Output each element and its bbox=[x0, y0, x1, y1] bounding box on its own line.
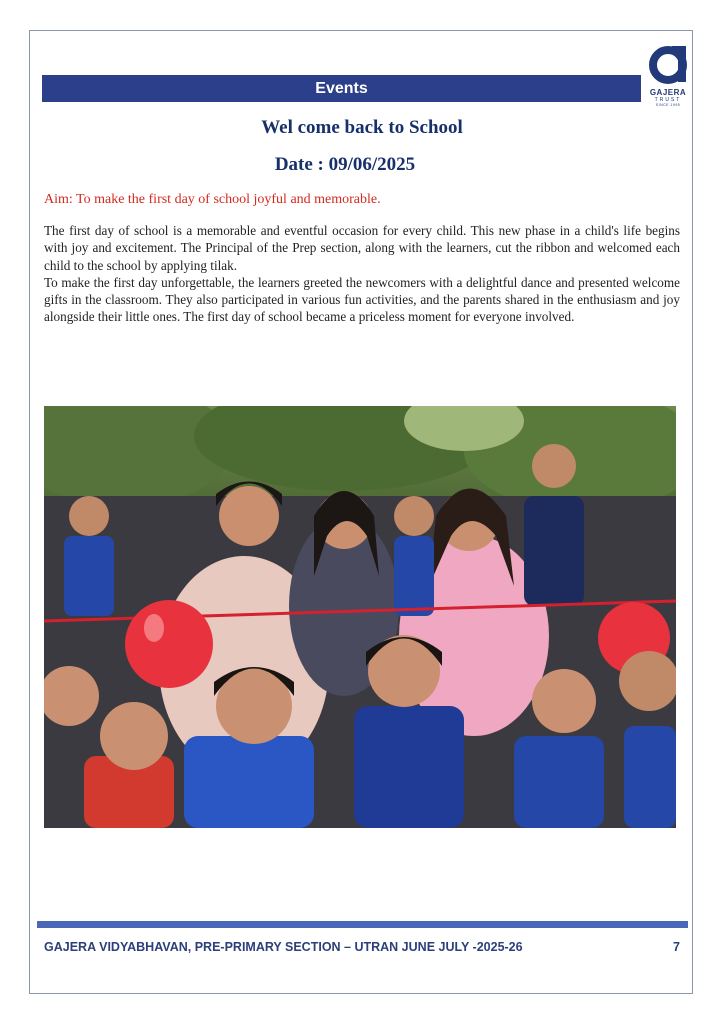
description-paragraph: To make the first day unforgettable, the learners greeted the newcomers with a delightful dance and presented welcome gifts in the classroom. They also participated in various fun activities, and the parents shared in the enthusiasm and joy alongside their little ones. The first day of school became a priceless moment for everyone involved. bbox=[44, 274, 680, 325]
event-date: Date : 09/06/2025 bbox=[274, 154, 416, 175]
section-header bbox=[42, 75, 641, 102]
logo-text bbox=[645, 88, 691, 108]
event-description bbox=[44, 222, 680, 326]
logo-since: SINCE 1995 bbox=[655, 103, 681, 107]
footer-text: GAJERA VIDYABHAVAN, PRE-PRIMARY SECTION – UTRAN JUNE JULY -2025-26 bbox=[44, 940, 523, 954]
section-header-label: Events bbox=[315, 80, 368, 97]
footer-rule bbox=[37, 921, 688, 928]
photo-illustration bbox=[44, 406, 676, 828]
ribbon-cutting-photo bbox=[44, 406, 676, 828]
page-number: 7 bbox=[673, 940, 680, 954]
event-aim: Aim: To make the first day of school joyful and memorable. bbox=[44, 192, 381, 207]
event-title: Wel come back to School bbox=[261, 117, 463, 138]
description-paragraph: The first day of school is a memorable and eventful occasion for every child. This new phase in a child's life begins with joy and excitement. The Principal of the Prep section, along with the learners, cut the ribbon and welcomed each child to the school by applying tilak. bbox=[44, 223, 680, 273]
logo-name: GAJERA bbox=[649, 88, 687, 97]
logo-sub: TRUST bbox=[654, 97, 682, 103]
